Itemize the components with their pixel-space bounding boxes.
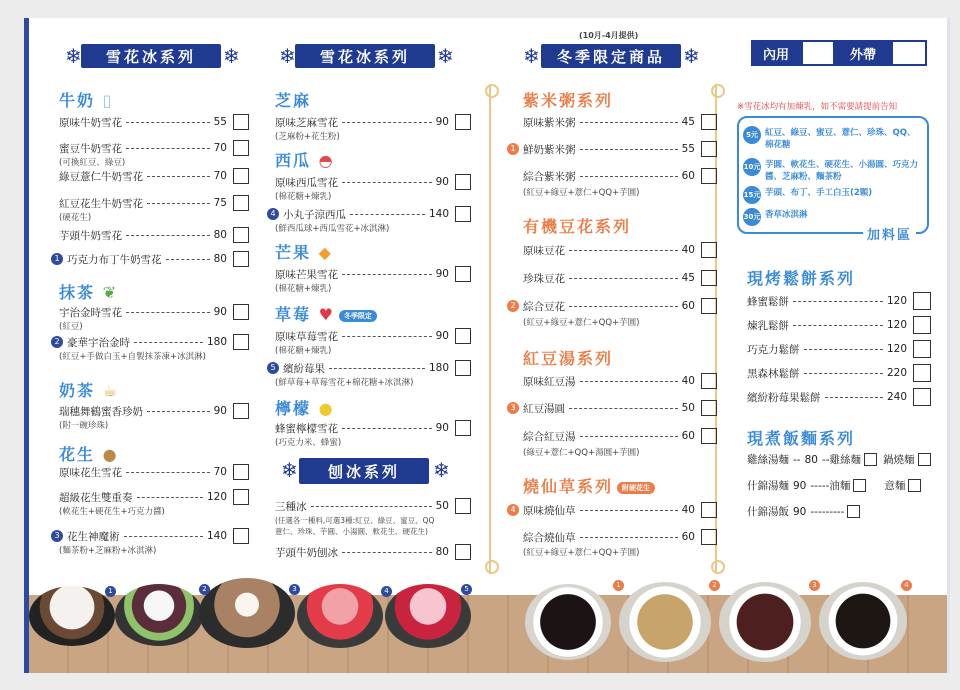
order-checkbox[interactable] <box>455 206 471 222</box>
menu-item: 蜜豆牛奶雪花 70 <box>59 140 249 156</box>
photo-number-badge: 2 <box>51 336 63 348</box>
teacup-icon: ☕ <box>102 381 119 400</box>
leaf-icon: ❦ <box>102 283 118 302</box>
price-coin: 30元 <box>743 208 761 226</box>
takeout-label: 外帶 <box>835 40 891 66</box>
item-note: (麵茶粉+芝麻粉+冰淇淋) <box>59 546 157 556</box>
section-title-lemon: 檸檬 ● <box>275 399 335 418</box>
order-checkbox[interactable] <box>455 544 471 560</box>
option-checkbox[interactable] <box>864 453 877 466</box>
section-title-grass-jelly: 燒仙草系列 附硬花生 <box>523 474 655 497</box>
menu-page <box>24 18 950 673</box>
photo-number-badge: 3 <box>51 530 63 542</box>
menu-item: 綜合燒仙草 60 <box>523 529 717 545</box>
photo-number-badge: 2 <box>709 580 720 591</box>
item-note: (可換紅豆、綠豆) <box>59 158 126 168</box>
dessert-photo-purple-rice <box>525 584 611 660</box>
order-checkbox[interactable] <box>455 498 471 514</box>
dessert-photo-matcha-ice <box>115 584 203 646</box>
menu-item: 原味芝麻雪花 90 <box>275 114 471 130</box>
dessert-photo-grass-jelly <box>819 582 907 660</box>
order-checkbox[interactable] <box>701 400 717 416</box>
price-coin: 15元 <box>743 186 761 204</box>
item-note: (任選各一種料,可選3種:紅豆、綠豆、蜜豆、QQ <box>275 516 435 525</box>
menu-item: 蜂蜜檸檬雪花 90 <box>275 420 471 436</box>
order-checkbox[interactable] <box>455 266 471 282</box>
section-title-waffle: 現烤鬆餅系列 <box>747 269 856 288</box>
order-checkbox[interactable] <box>913 316 931 334</box>
snowflake-icon: ❄ <box>437 44 454 68</box>
menu-item: 綜合紫米粥 60 <box>523 168 717 184</box>
photo-number-badge: 3 <box>289 584 300 595</box>
topping-row: 5元 紅豆、綠豆、蜜豆、薏仁、珍珠、QQ、棉花糖 <box>743 126 923 150</box>
menu-item: 4 小丸子涼西瓜 140 <box>267 206 471 222</box>
photo-number-badge: 1 <box>507 143 519 155</box>
menu-item: 超級花生雙重奏 120 <box>59 489 249 505</box>
menu-item: 繽紛粉莓果鬆餅 240 <box>747 388 931 406</box>
menu-item: 5 繽紛莓果 180 <box>267 360 471 376</box>
menu-item: 綠豆薏仁牛奶雪花 70 <box>59 168 249 184</box>
order-checkbox[interactable] <box>701 242 717 258</box>
snowflake-icon: ❄ <box>279 44 296 68</box>
menu-item-noodle-row: 什錦湯飯 90 --------- <box>747 504 933 519</box>
menu-item: 1 鮮奶紫米粥 55 <box>507 141 717 157</box>
winter-limited-banner: 冬季限定商品 <box>541 44 681 68</box>
photo-number-badge: 5 <box>267 362 279 374</box>
photo-number-badge: 3 <box>507 402 519 414</box>
item-note: (棉花糖+煉乳) <box>275 284 332 294</box>
order-checkbox[interactable] <box>233 403 249 419</box>
section-title-matcha: 抹茶 ❦ <box>59 283 118 302</box>
item-note: (附一碗珍珠) <box>59 421 109 431</box>
order-checkbox[interactable] <box>233 464 249 480</box>
item-note: (巧克力米、蜂蜜) <box>275 438 342 448</box>
mango-icon: ◆ <box>318 243 333 262</box>
order-checkbox[interactable] <box>913 292 931 310</box>
topping-row: 10元 芋圓、軟花生、硬花生、小湯圓、巧克力醬、芝麻粉、麵茶粉 <box>743 160 919 182</box>
shaved-ice-banner: 刨冰系列 <box>299 458 429 484</box>
section-title-mango: 芒果 ◆ <box>275 243 333 262</box>
order-checkbox[interactable] <box>455 328 471 344</box>
section-title-milk: 牛奶 ▯ <box>59 91 114 110</box>
order-checkbox[interactable] <box>233 140 249 156</box>
peanut-included-badge: 附硬花生 <box>617 482 655 494</box>
item-note: (鮮西瓜球+西瓜雪花+冰淇淋) <box>275 224 390 234</box>
item-note: (紅豆+綠豆+薏仁+QQ+芋圓) <box>523 188 640 198</box>
decorative-divider <box>715 84 717 574</box>
order-checkbox[interactable] <box>701 529 717 545</box>
menu-item: 原味豆花 40 <box>523 242 717 258</box>
item-note: (軟花生+硬花生+巧克力醬) <box>59 507 165 517</box>
topping-row: 30元 香草冰淇淋 <box>743 208 923 226</box>
option-checkbox[interactable] <box>918 453 931 466</box>
snowflake-icon: ❄ <box>223 44 240 68</box>
photo-number-badge: 3 <box>809 580 820 591</box>
order-checkbox[interactable] <box>701 373 717 389</box>
order-checkbox[interactable] <box>455 114 471 130</box>
menu-item-noodle-row: 什錦湯麵 90 ----- 油麵 意麵 <box>747 478 933 493</box>
order-checkbox[interactable] <box>701 270 717 286</box>
order-checkbox[interactable] <box>233 195 249 211</box>
menu-item: 綜合紅豆湯 60 <box>523 428 717 444</box>
menu-item: 巧克力鬆餅 120 <box>747 340 931 358</box>
menu-item: 4 原味燒仙草 40 <box>507 502 717 518</box>
snowflake-icon: ❄ <box>433 458 450 482</box>
order-checkbox[interactable] <box>701 502 717 518</box>
menu-item: 原味芒果雪花 90 <box>275 266 471 282</box>
item-note: (鮮草莓+草莓雪花+棉花糖+冰淇淋) <box>275 378 414 388</box>
section-title-strawberry: 草莓 ♥ 冬季限定 <box>275 302 377 325</box>
section-title-milktea: 奶茶 ☕ <box>59 381 119 400</box>
dessert-photo-chocolate-pudding-ice <box>29 586 115 646</box>
photo-number-badge: 4 <box>901 580 912 591</box>
order-checkbox[interactable] <box>233 251 249 267</box>
item-note: (棉花糖+煉乳) <box>275 346 332 356</box>
section-title-tofu-pudding: 有機豆花系列 <box>523 217 632 236</box>
order-checkbox[interactable] <box>701 168 717 184</box>
order-checkbox[interactable] <box>701 428 717 444</box>
photo-number-badge: 1 <box>105 586 116 597</box>
item-note: (芝麻粉+花生粉) <box>275 132 340 142</box>
condensed-milk-note: ※雪花冰均有加煉乳，如不需要請提前告知 <box>737 102 898 112</box>
menu-item: 3 紅豆湯圓 50 <box>507 400 717 416</box>
milk-bottle-icon: ▯ <box>102 91 114 110</box>
menu-item: 珍珠豆花 45 <box>523 270 717 286</box>
section-title-watermelon: 西瓜 ◓ <box>275 151 335 170</box>
menu-item: 芋頭牛奶雪花 80 <box>59 227 249 243</box>
order-checkbox[interactable] <box>233 304 249 320</box>
topping-row: 15元 芋頭、布丁、手工白玉(2顆) <box>743 186 923 204</box>
menu-item: 三種冰 50 <box>275 498 471 514</box>
order-checkbox[interactable] <box>233 227 249 243</box>
price-coin: 10元 <box>743 158 761 176</box>
peanut-icon: ● <box>102 445 119 464</box>
dessert-photo-strawberry-ice <box>385 584 471 648</box>
order-checkbox[interactable] <box>455 174 471 190</box>
price-coin: 5元 <box>743 126 761 144</box>
order-checkbox[interactable] <box>913 364 931 382</box>
menu-item: 2 豪華宇治金時 180 <box>51 334 249 350</box>
order-checkbox[interactable] <box>913 388 931 406</box>
order-checkbox[interactable] <box>455 420 471 436</box>
option-checkbox[interactable] <box>908 479 921 492</box>
menu-item: 瑞穗舞鶴蜜香珍奶 90 <box>59 403 249 419</box>
menu-item: 蜂蜜鬆餅 120 <box>747 292 931 310</box>
menu-item: 1 巧克力布丁牛奶雪花 80 <box>51 251 249 267</box>
order-checkbox[interactable] <box>701 114 717 130</box>
item-note: (紅豆+綠豆+薏仁+QQ+芋圓) <box>523 548 640 558</box>
option-checkbox[interactable] <box>847 505 860 518</box>
toppings-title: 加料區 <box>863 224 916 243</box>
section-title-purple-rice: 紫米粥系列 <box>523 91 614 110</box>
dine-in-checkbox[interactable] <box>801 40 835 66</box>
menu-item: 原味西瓜雪花 90 <box>275 174 471 190</box>
photo-number-badge: 5 <box>461 584 472 595</box>
menu-item: 3 花生神魔術 140 <box>51 528 249 544</box>
snowflake-ice-banner-2: 雪花冰系列 <box>295 44 435 68</box>
snowflake-icon: ❄ <box>683 44 700 68</box>
item-note: 薏仁、珍珠、芋圓、小湯圓、軟花生、硬花生) <box>275 527 428 536</box>
dine-in-label: 內用 <box>751 40 801 66</box>
item-note: (紅豆+綠豆+薏仁+QQ+芋圓) <box>523 318 640 328</box>
dessert-photo-red-bean-soup <box>719 582 811 662</box>
menu-item: 紅豆花生牛奶雪花 75 <box>59 195 249 211</box>
photo-number-badge: 1 <box>613 580 624 591</box>
order-checkbox[interactable] <box>701 141 717 157</box>
item-note: (紅豆) <box>59 322 83 332</box>
order-checkbox[interactable] <box>913 340 931 358</box>
menu-item-noodle-row: 雞絲湯麵 -- 80 -- 雞絲麵 鍋燒麵 <box>747 452 933 467</box>
order-checkbox[interactable] <box>455 360 471 376</box>
decorative-divider <box>489 84 491 574</box>
item-note: (棉花糖+煉乳) <box>275 192 332 202</box>
snowflake-icon: ❄ <box>281 458 298 482</box>
order-checkbox[interactable] <box>233 168 249 184</box>
lemon-icon: ● <box>318 399 335 418</box>
photo-number-badge: 4 <box>507 504 519 516</box>
menu-item: 黑森林鬆餅 220 <box>747 364 931 382</box>
order-checkbox[interactable] <box>233 334 249 350</box>
menu-item: 原味紅豆湯 40 <box>523 373 717 389</box>
snowflake-icon: ❄ <box>65 44 82 68</box>
section-title-peanut: 花生 ● <box>59 445 119 464</box>
menu-item: 原味牛奶雪花 55 <box>59 114 249 130</box>
snowflake-ice-banner-1: 雪花冰系列 <box>81 44 221 68</box>
section-title-sesame: 芝麻 <box>275 91 312 110</box>
section-title-noodles: 現煮飯麵系列 <box>747 429 856 448</box>
order-checkbox[interactable] <box>701 298 717 314</box>
photo-number-badge: 2 <box>507 300 519 312</box>
item-note: (紅豆+手做白玉+自製抹茶凍+冰淇淋) <box>59 352 207 362</box>
dine-option-bar <box>751 40 927 66</box>
photo-number-badge: 4 <box>267 208 279 220</box>
option-checkbox[interactable] <box>853 479 866 492</box>
order-checkbox[interactable] <box>233 489 249 505</box>
dessert-photo-watermelon-ice <box>297 584 383 648</box>
winter-limited-badge: 冬季限定 <box>339 310 377 322</box>
menu-item: 原味草莓雪花 90 <box>275 328 471 344</box>
takeout-checkbox[interactable] <box>891 40 927 66</box>
photo-number-badge: 1 <box>51 253 63 265</box>
strawberry-icon: ♥ <box>318 305 335 324</box>
menu-item: 煉乳鬆餅 120 <box>747 316 931 334</box>
dessert-photo-peanut-ice <box>199 578 295 648</box>
menu-item: 原味花生雪花 70 <box>59 464 249 480</box>
order-checkbox[interactable] <box>233 114 249 130</box>
season-note: (10月-4月提供) <box>579 31 639 40</box>
menu-item: 芋頭牛奶刨冰 80 <box>275 544 471 560</box>
photo-number-badge: 4 <box>381 586 392 597</box>
photo-number-badge: 2 <box>199 584 210 595</box>
section-title-red-bean: 紅豆湯系列 <box>523 349 614 368</box>
menu-item: 2 綜合豆花 60 <box>507 298 717 314</box>
snowflake-icon: ❄ <box>523 44 540 68</box>
menu-item: 宇治金時雪花 90 <box>59 304 249 320</box>
menu-item: 原味紫米粥 45 <box>523 114 717 130</box>
item-note: (綠豆+薏仁+QQ+湯圓+芋圓) <box>523 448 640 458</box>
item-note: (硬花生) <box>59 213 92 223</box>
dessert-photo-tofu-pudding <box>619 582 711 662</box>
watermelon-icon: ◓ <box>318 151 335 170</box>
order-checkbox[interactable] <box>233 528 249 544</box>
